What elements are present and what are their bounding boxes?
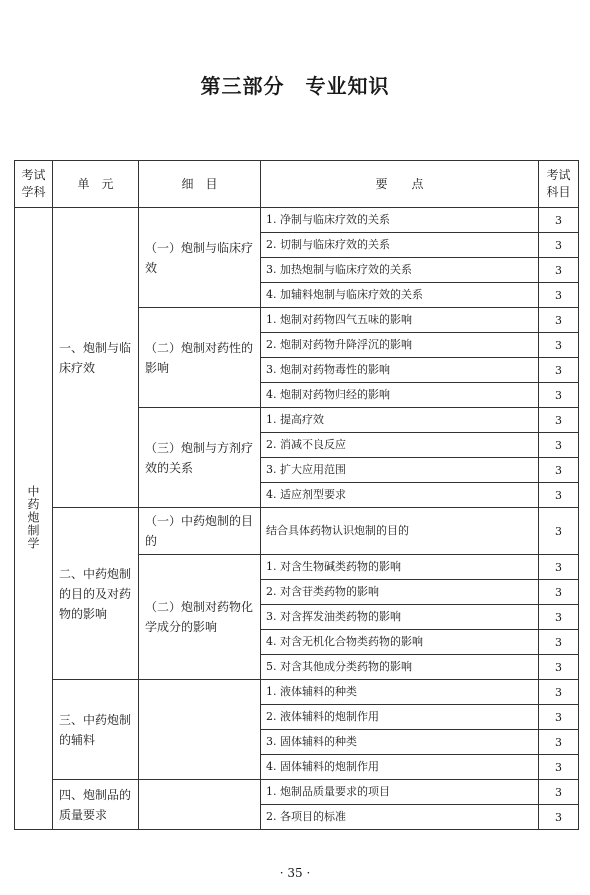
page-title: 第三部分 专业知识 (200, 74, 390, 98)
point-cell: 1. 净制与临床疗效的关系 (261, 208, 539, 233)
point-cell: 1. 炮制品质量要求的项目 (261, 780, 539, 805)
unit-cell: 四、炮制品的质量要求 (53, 780, 139, 830)
detail-cell: （二）炮制对药物化学成分的影响 (139, 555, 261, 680)
level-cell: 3 (539, 483, 579, 508)
unit-cell: 三、中药炮制的辅料 (53, 680, 139, 780)
table-row (15, 208, 579, 233)
level-cell: 3 (539, 730, 579, 755)
level-cell: 3 (539, 258, 579, 283)
point-cell: 5. 对含其他成分类药物的影响 (261, 655, 539, 680)
level-cell: 3 (539, 705, 579, 730)
table-row (15, 508, 579, 555)
point-cell: 3. 加热炮制与临床疗效的关系 (261, 258, 539, 283)
level-cell: 3 (539, 555, 579, 580)
point-cell: 2. 各项目的标准 (261, 805, 539, 830)
level-cell: 3 (539, 308, 579, 333)
page-number: · 35 · (279, 866, 311, 880)
detail-cell: （一）炮制与临床疗效 (139, 208, 261, 308)
point-cell: 1. 液体辅料的种类 (261, 680, 539, 705)
point-cell: 2. 消减不良反应 (261, 433, 539, 458)
detail-cell: （一）中药炮制的目的 (139, 508, 261, 555)
subject-cell (15, 208, 53, 830)
point-cell: 2. 对含苷类药物的影响 (261, 580, 539, 605)
header-subject: 考试 学科 (15, 161, 53, 208)
point-cell: 4. 固体辅料的炮制作用 (261, 755, 539, 780)
level-cell: 3 (539, 805, 579, 830)
level-cell: 3 (539, 208, 579, 233)
level-cell: 3 (539, 680, 579, 705)
point-cell: 2. 切制与临床疗效的关系 (261, 233, 539, 258)
table-row (15, 780, 579, 805)
level-cell: 3 (539, 580, 579, 605)
level-cell: 3 (539, 508, 579, 555)
point-cell: 4. 适应剂型要求 (261, 483, 539, 508)
level-cell: 3 (539, 605, 579, 630)
detail-cell (139, 680, 261, 780)
level-cell: 3 (539, 755, 579, 780)
point-cell: 3. 炮制对药物毒性的影响 (261, 358, 539, 383)
point-cell: 1. 炮制对药物四气五味的影响 (261, 308, 539, 333)
header-level: 考试 科目 (539, 161, 579, 208)
level-cell: 3 (539, 780, 579, 805)
syllabus-table (14, 160, 579, 830)
header-points: 要 点 (261, 161, 539, 208)
point-cell: 3. 对含挥发油类药物的影响 (261, 605, 539, 630)
unit-cell: 二、中药炮制的目的及对药物的影响 (53, 508, 139, 680)
level-cell: 3 (539, 630, 579, 655)
level-cell: 3 (539, 383, 579, 408)
point-cell: 4. 对含无机化合物类药物的影响 (261, 630, 539, 655)
table-header-row (15, 161, 579, 208)
point-cell: 3. 扩大应用范围 (261, 458, 539, 483)
level-cell: 3 (539, 458, 579, 483)
point-cell: 1. 对含生物碱类药物的影响 (261, 555, 539, 580)
level-cell: 3 (539, 283, 579, 308)
level-cell: 3 (539, 655, 579, 680)
unit-cell: 一、炮制与临床疗效 (53, 208, 139, 508)
point-cell: 3. 固体辅料的种类 (261, 730, 539, 755)
header-detail: 细 目 (139, 161, 261, 208)
subject-label: 中药炮制学 (26, 484, 40, 550)
detail-cell: （二）炮制对药性的影响 (139, 308, 261, 408)
point-cell: 结合具体药物认识炮制的目的 (261, 508, 539, 555)
level-cell: 3 (539, 358, 579, 383)
point-cell: 2. 炮制对药物升降浮沉的影响 (261, 333, 539, 358)
detail-cell: （三）炮制与方剂疗效的关系 (139, 408, 261, 508)
detail-cell (139, 780, 261, 830)
level-cell: 3 (539, 233, 579, 258)
level-cell: 3 (539, 408, 579, 433)
level-cell: 3 (539, 433, 579, 458)
point-cell: 1. 提高疗效 (261, 408, 539, 433)
table-body (15, 208, 579, 830)
level-cell: 3 (539, 333, 579, 358)
point-cell: 2. 液体辅料的炮制作用 (261, 705, 539, 730)
table-row (15, 680, 579, 705)
header-unit: 单 元 (53, 161, 139, 208)
point-cell: 4. 加辅料炮制与临床疗效的关系 (261, 283, 539, 308)
point-cell: 4. 炮制对药物归经的影响 (261, 383, 539, 408)
